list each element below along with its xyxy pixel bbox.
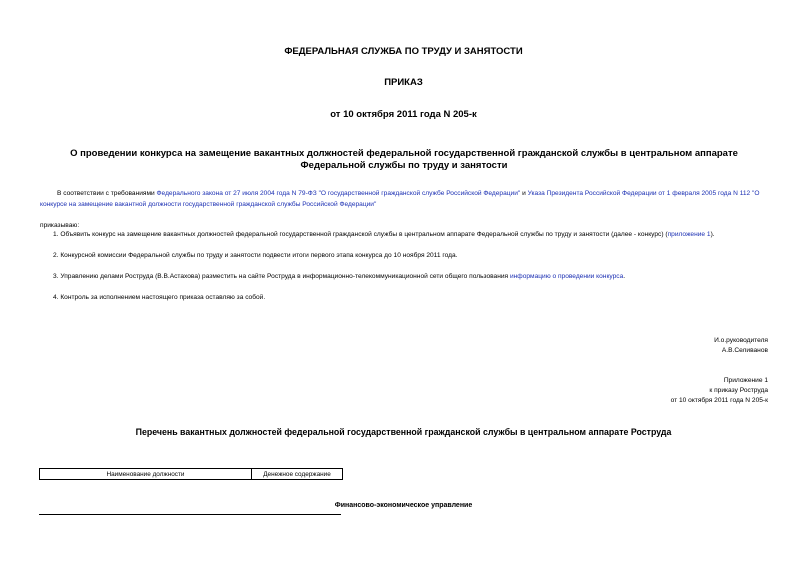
agency-heading: ФЕДЕРАЛЬНАЯ СЛУЖБА ПО ТРУДУ И ЗАНЯТОСТИ [284,46,523,57]
preamble-text-2: и [520,190,528,197]
preamble-paragraph [40,188,768,210]
order-word: приказываю: [40,222,80,229]
appendix-1-link[interactable]: приложение 1 [667,231,711,238]
table-header-row [40,469,343,480]
appendix-title: Перечень вакантных должностей федеральной государственной гражданской службы в центральном аппарате Роструда [135,427,672,437]
order-title: О проведении конкурса на замещение вакантных должностей федеральной государственной гражданской службы в центральном аппарате Федеральной службы по труду и занятости [70,148,738,171]
item-1 [53,229,773,240]
order-type: ПРИКАЗ [384,77,423,88]
appendix-date: от 10 октября 2011 года N 205-к [670,397,768,404]
federal-law-link[interactable]: Федерального закона от 27 июля 2004 года N 79-ФЗ "О государственной гражданской службе Российской Федерации" [156,190,521,197]
signature-role: И.о.руководителя [714,337,768,344]
item-2: 2. Конкурсной комиссии Федеральной службы по труду и занятости подвести итоги первого этапа конкурса до 10 ноября 2011 года. [53,252,458,259]
item-1-text: 1. Объявить конкурс на замещение вакантных должностей федеральной государственной гражданской службы в центральном аппарате Федеральной службы по труду и занятости (далее - конкурс) ( [53,231,668,238]
item-3-text: 3. Управлению делами Роструда (В.В.Астахова) разместить на сайте Роструда в информационно-телекоммуникационной сети общего пользования [53,273,510,280]
column-header-salary: Денежное содержание [252,469,343,480]
section-divider [39,514,341,515]
column-header-position: Наименование должности [40,469,252,480]
section-heading: Финансово-экономическое управление [334,502,473,509]
appendix-label: Приложение 1 [723,377,768,384]
item-4: 4. Контроль за исполнением настоящего приказа оставляю за собой. [53,294,266,301]
order-date-number: от 10 октября 2011 года N 205-к [330,109,477,120]
preamble-text-1: В соответствии с требованиями [57,190,157,197]
appendix-order-ref: к приказу Роструда [709,387,768,394]
presidential-decree-link[interactable]: Указа Президента Российской Федерации от 1 февраля 2005 года N 112 "О конкурсе на замещение вакантной должности государственной гражданской службы Российской Федерации" [40,190,760,208]
contest-info-link[interactable]: информацию о проведении конкурса [509,273,624,280]
positions-table [39,468,343,480]
item-3 [53,271,773,282]
signature-name: А.В.Селиванов [721,347,768,354]
item-1-end: ). [710,231,715,238]
item-3-end: . [623,273,626,280]
